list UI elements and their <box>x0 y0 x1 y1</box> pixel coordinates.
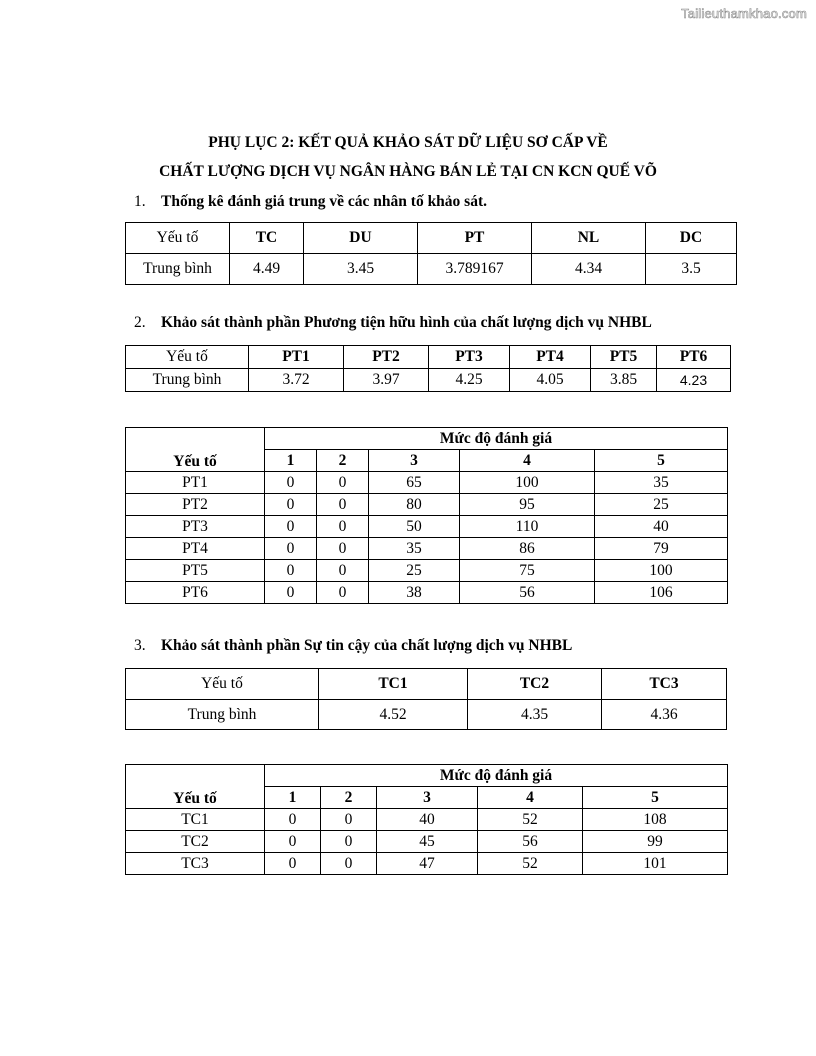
table-cell: 80 <box>369 494 460 516</box>
table-cell: 3.97 <box>344 369 429 392</box>
row-label: Trung bình <box>126 700 319 730</box>
tc-mean-table <box>125 668 727 730</box>
table-cell: 86 <box>460 538 595 560</box>
section-2-number: 2. <box>134 314 146 331</box>
table-cell: 0 <box>265 538 317 560</box>
section-1-title: Thống kê đánh giá trung về các nhân tố khảo sát. <box>161 193 487 210</box>
row-label-header: Yếu tố <box>126 346 249 369</box>
table-cell: 0 <box>265 560 317 582</box>
table-cell: 110 <box>460 516 595 538</box>
section-3-heading <box>134 637 572 655</box>
row-label: PT5 <box>126 560 265 582</box>
table-cell: 25 <box>369 560 460 582</box>
table-cell: 50 <box>369 516 460 538</box>
table-cell: 100 <box>595 560 728 582</box>
table-cell: 4.36 <box>602 700 727 730</box>
table-row <box>126 809 728 831</box>
section-2-heading <box>134 314 652 332</box>
table-cell: 52 <box>478 853 583 875</box>
table-cell: 106 <box>595 582 728 604</box>
appendix-subtitle: CHẤT LƯỢNG DỊCH VỤ NGÂN HÀNG BÁN LẺ TẠI CN KCN QUẾ VÕ <box>159 163 657 180</box>
table-cell: 4.05 <box>510 369 591 392</box>
column-header: NL <box>532 223 646 254</box>
table-cell: 3.789167 <box>418 254 532 285</box>
level-header: 4 <box>478 787 583 809</box>
table-cell: 0 <box>265 809 321 831</box>
level-header: 3 <box>369 450 460 472</box>
column-header: PT6 <box>657 346 731 369</box>
column-header: PT3 <box>429 346 510 369</box>
table-cell: 35 <box>369 538 460 560</box>
table-cell: 0 <box>321 831 377 853</box>
table-cell: 0 <box>317 472 369 494</box>
table-row <box>126 538 728 560</box>
factor-header: Yếu tố <box>126 428 265 472</box>
table-cell: 38 <box>369 582 460 604</box>
table-row <box>126 472 728 494</box>
table-row <box>126 582 728 604</box>
table-cell: 0 <box>317 582 369 604</box>
table-cell: 47 <box>377 853 478 875</box>
table-cell: 3.45 <box>304 254 418 285</box>
rating-level-header: Mức độ đánh giá <box>265 428 728 450</box>
table-header-row <box>126 223 737 254</box>
table-cell: 56 <box>460 582 595 604</box>
row-label: PT4 <box>126 538 265 560</box>
table-cell: 75 <box>460 560 595 582</box>
table-cell: 52 <box>478 809 583 831</box>
column-header: TC3 <box>602 669 727 700</box>
row-label: PT2 <box>126 494 265 516</box>
table-cell: 4.23 <box>657 369 731 392</box>
row-label: TC1 <box>126 809 265 831</box>
section-3-title: Khảo sát thành phần Sự tin cậy của chất lượng dịch vụ NHBL <box>161 637 573 654</box>
level-header: 4 <box>460 450 595 472</box>
section-3-number: 3. <box>134 637 146 654</box>
table-cell: 0 <box>321 853 377 875</box>
table-cell: 0 <box>265 472 317 494</box>
section-2-title: Khảo sát thành phần Phương tiện hữu hình của chất lượng dịch vụ NHBL <box>161 314 652 331</box>
row-label: Trung bình <box>126 369 249 392</box>
column-header: PT <box>418 223 532 254</box>
appendix-title: PHỤ LỤC 2: KẾT QUẢ KHẢO SÁT DỮ LIỆU SƠ CẤP VỀ <box>208 134 608 151</box>
column-header: TC2 <box>468 669 602 700</box>
table-cell: 3.85 <box>591 369 657 392</box>
table-cell: 108 <box>583 809 728 831</box>
row-label: TC3 <box>126 853 265 875</box>
table-header-row <box>126 346 731 369</box>
table-cell: 40 <box>377 809 478 831</box>
summary-mean-table <box>125 222 737 285</box>
table-row <box>126 700 727 730</box>
table-cell: 56 <box>478 831 583 853</box>
column-header: PT5 <box>591 346 657 369</box>
table-row <box>126 560 728 582</box>
table-header-row <box>126 765 728 787</box>
column-header: TC1 <box>319 669 468 700</box>
column-header: DC <box>646 223 737 254</box>
table-cell: 0 <box>265 494 317 516</box>
table-cell: 4.25 <box>429 369 510 392</box>
table-cell: 0 <box>265 516 317 538</box>
rating-level-header: Mức độ đánh giá <box>265 765 728 787</box>
tc-level-table <box>125 764 728 875</box>
table-row <box>126 369 731 392</box>
table-cell: 101 <box>583 853 728 875</box>
level-header: 1 <box>265 787 321 809</box>
pt-level-table <box>125 427 728 604</box>
table-cell: 0 <box>265 831 321 853</box>
column-header: DU <box>304 223 418 254</box>
table-cell: 3.5 <box>646 254 737 285</box>
table-cell: 65 <box>369 472 460 494</box>
watermark: Tailieuthamkhao.com <box>681 6 807 21</box>
level-header: 3 <box>377 787 478 809</box>
column-header: TC <box>230 223 304 254</box>
factor-header: Yếu tố <box>126 765 265 809</box>
table-cell: 4.49 <box>230 254 304 285</box>
table-cell: 4.34 <box>532 254 646 285</box>
level-header: 5 <box>583 787 728 809</box>
table-cell: 0 <box>317 516 369 538</box>
table-cell: 35 <box>595 472 728 494</box>
table-cell: 40 <box>595 516 728 538</box>
table-cell: 0 <box>317 494 369 516</box>
table-row <box>126 494 728 516</box>
table-cell: 0 <box>317 560 369 582</box>
pt-mean-table <box>125 345 731 392</box>
row-label: PT6 <box>126 582 265 604</box>
table-cell: 3.72 <box>249 369 344 392</box>
table-cell: 25 <box>595 494 728 516</box>
table-row <box>126 254 737 285</box>
table-cell: 99 <box>583 831 728 853</box>
row-label: PT3 <box>126 516 265 538</box>
table-cell: 0 <box>265 853 321 875</box>
level-header: 2 <box>317 450 369 472</box>
table-cell: 0 <box>321 809 377 831</box>
level-header: 5 <box>595 450 728 472</box>
column-header: PT1 <box>249 346 344 369</box>
table-cell: 4.52 <box>319 700 468 730</box>
table-cell: 79 <box>595 538 728 560</box>
column-header: PT4 <box>510 346 591 369</box>
row-label: PT1 <box>126 472 265 494</box>
column-header: PT2 <box>344 346 429 369</box>
table-row <box>126 853 728 875</box>
table-cell: 4.35 <box>468 700 602 730</box>
row-label-header: Yếu tố <box>126 223 230 254</box>
section-1-heading <box>134 193 487 211</box>
level-header: 1 <box>265 450 317 472</box>
table-cell: 100 <box>460 472 595 494</box>
table-cell: 95 <box>460 494 595 516</box>
level-header: 2 <box>321 787 377 809</box>
row-label: TC2 <box>126 831 265 853</box>
table-cell: 0 <box>265 582 317 604</box>
row-label: Trung bình <box>126 254 230 285</box>
table-cell: 0 <box>317 538 369 560</box>
row-label-header: Yếu tố <box>126 669 319 700</box>
table-row <box>126 831 728 853</box>
table-header-row <box>126 428 728 450</box>
table-row <box>126 516 728 538</box>
table-header-row <box>126 669 727 700</box>
section-1-number: 1. <box>134 193 146 210</box>
table-cell: 45 <box>377 831 478 853</box>
